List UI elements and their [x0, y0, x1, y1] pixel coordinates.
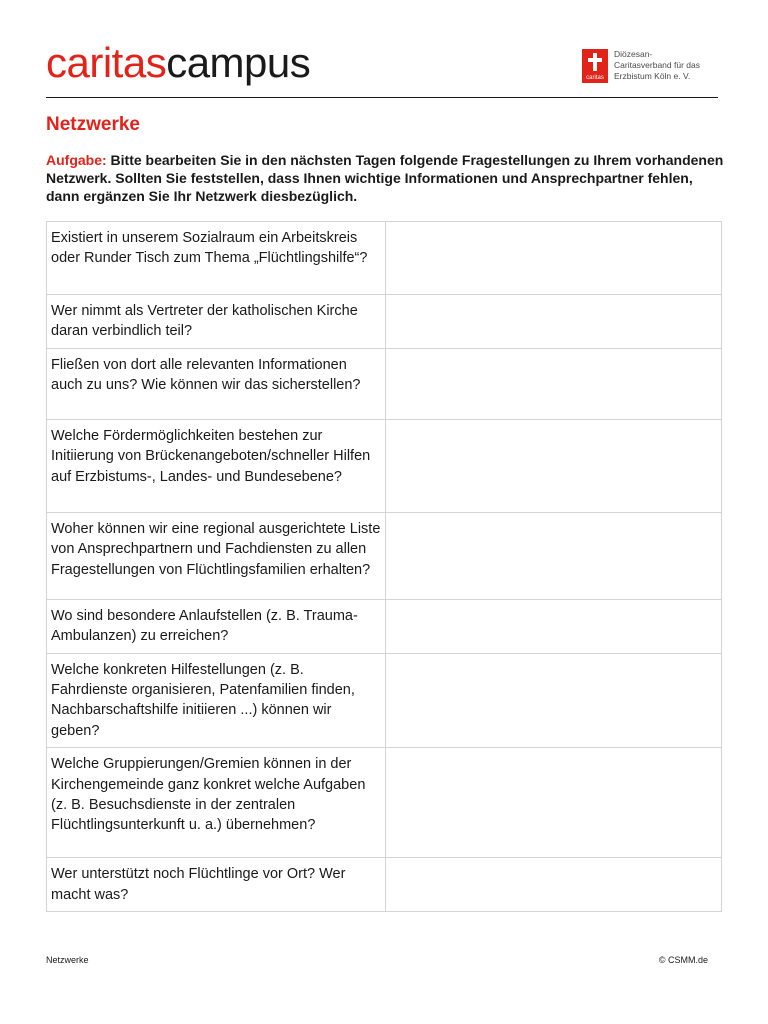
table-row: [47, 222, 722, 295]
brand-wordmark: [46, 40, 310, 86]
table-row: [47, 858, 722, 912]
page-title: Netzwerke: [46, 114, 140, 135]
logo-text: [614, 49, 700, 82]
question-cell: Woher können wir eine regional ausgerichtete Liste von Ansprechpartnern und Fachdiensten zu allen Fragestellungen von Flüchtlingsfamilien erhalten?: [47, 512, 386, 599]
question-cell: Fließen von dort alle relevanten Informationen auch zu uns? Wie können wir das sicherstellen?: [47, 348, 386, 419]
question-cell: Welche Gruppierungen/Gremien können in der Kirchengemeinde ganz konkret welche Aufgaben (z. B. Besuchsdienste in der zentralen Flüchtlingsunterkunft u. a.) übernehmen?: [47, 748, 386, 858]
task-instructions: [46, 151, 726, 205]
answer-cell[interactable]: [386, 599, 722, 653]
answer-cell[interactable]: [386, 748, 722, 858]
logo-text-line: Diözesan-: [614, 49, 653, 59]
caritas-logo: [582, 49, 722, 83]
answer-cell[interactable]: [386, 348, 722, 419]
question-cell: Welche konkreten Hilfestellungen (z. B. Fahrdienste organisieren, Patenfamilien finden, Nachbarschaftshilfe initiieren ...) können wir geben?: [47, 653, 386, 748]
footer-copyright: © CSMM.de: [658, 955, 708, 965]
question-cell: Existiert in unserem Sozialraum ein Arbeitskreis oder Runder Tisch zum Thema „Flüchtlingshilfe“?: [47, 222, 386, 295]
footer-document-title: Netzwerke: [46, 955, 89, 965]
logo-mark-text: caritas: [586, 75, 604, 81]
table-row: [47, 599, 722, 653]
answer-cell[interactable]: [386, 653, 722, 748]
brand-part-campus: campus: [166, 39, 311, 86]
header-divider: [46, 97, 718, 98]
table-row: [47, 748, 722, 858]
table-row: [47, 295, 722, 349]
page-header: [46, 40, 722, 100]
task-text: Bitte bearbeiten Sie in den nächsten Tagen folgende Fragestellungen zu Ihrem vorhandenen Netzwerk. Sollten Sie feststellen, dass Ihnen wichtige Informationen und Ansprechpartner fehlen, dann ergänzen Sie Ihr Netzwerk diesbezüglich.: [46, 152, 724, 204]
question-cell: Wer nimmt als Vertreter der katholischen Kirche daran verbindlich teil?: [47, 295, 386, 349]
answer-cell[interactable]: [386, 295, 722, 349]
answer-cell[interactable]: [386, 512, 722, 599]
questions-table: [46, 221, 722, 912]
table-row: [47, 419, 722, 512]
table-row: [47, 348, 722, 419]
table-row: [47, 512, 722, 599]
task-label: Aufgabe:: [46, 152, 107, 168]
question-cell: Wo sind besondere Anlaufstellen (z. B. Trauma-Ambulanzen) zu erreichen?: [47, 599, 386, 653]
table-row: [47, 653, 722, 748]
answer-cell[interactable]: [386, 222, 722, 295]
logo-text-line: Erzbistum Köln e. V.: [614, 71, 691, 81]
caritas-cross-icon: [582, 49, 608, 83]
brand-part-caritas: caritas: [46, 39, 167, 86]
logo-text-line: Caritasverband für das: [614, 60, 700, 70]
question-cell: Welche Fördermöglichkeiten bestehen zur Initiierung von Brückenangeboten/schneller Hilfen auf Erzbistums-, Landes- und Bundesebene?: [47, 419, 386, 512]
answer-cell[interactable]: [386, 419, 722, 512]
answer-cell[interactable]: [386, 858, 722, 912]
question-cell: Wer unterstützt noch Flüchtlinge vor Ort? Wer macht was?: [47, 858, 386, 912]
